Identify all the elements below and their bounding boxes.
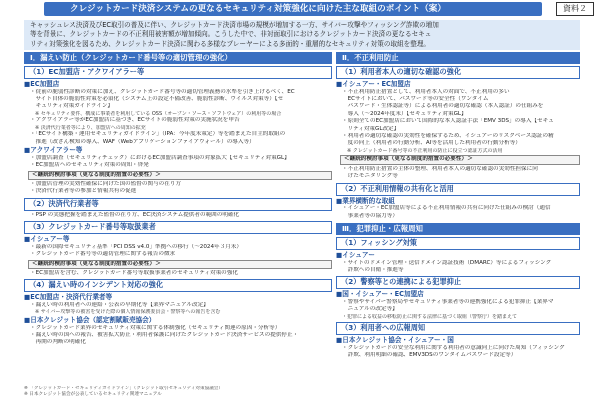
text-line: ・決済代行業者等の参加と情報共有の促進 bbox=[30, 188, 137, 195]
note-line: ※ 決済代行業者等により、加盟店への周知の拡充 bbox=[30, 124, 146, 131]
text-line: ・クレジットカード番号等の適切管理に関する報告の徴求 bbox=[30, 251, 176, 258]
text-line: 推進（改ざん検知の導入、WAF（Webアプリケーションファイアウォール）の導入等） bbox=[30, 138, 255, 145]
category-label: ■EC加盟店 bbox=[24, 80, 60, 88]
subsection-payment-agents-title: （2）決済代行業者等 bbox=[24, 198, 332, 211]
footnote: ※ 日本クレジット協会が公表しているセキュリティ関連マニュアル bbox=[24, 392, 162, 397]
continuing-review-label: ＜継続的検討事項（更なる制度的措置の必要性）＞ bbox=[32, 260, 161, 267]
subsection-ec-merchants-title: （1）EC加盟店・アクワイアラー等 bbox=[24, 66, 332, 79]
category-label: ■イシュアー bbox=[336, 251, 375, 260]
subsection-incident-response-title: （4）漏えい時のインシデント対応の強化 bbox=[24, 279, 332, 292]
intro-line: 等を背景に、クレジットカードの不正利用被害額が増加傾向。こうした中で、非対面取引におけるクレジットカード決済の更なるセキュ bbox=[30, 30, 432, 39]
continuing-review-box bbox=[340, 155, 580, 164]
document-title: クレジットカード決済システムの更なるセキュリティ対策強化に向けた主な取組のポイント（案） bbox=[70, 4, 446, 14]
text-line: ・最新の国際セキュリティ基準「PCI DSS v4.0」準拠への移行（～2024年３月末） bbox=[30, 243, 242, 250]
text-line: ・不正利用防止措置の主体の整理、利用者本人の適切な確認の実効性担保に向 bbox=[342, 165, 538, 172]
document-badge: 資料２ bbox=[556, 2, 594, 16]
category-label: ■日本クレジット協会（認定割賦販売協会） bbox=[24, 316, 156, 325]
text-line: ・「ECサイト構築・運用セキュリティガイドライン」（IPA：今年度末策定）等を踏まえた自主的取組の bbox=[30, 131, 286, 138]
text-line: ・従前の脆弱性診断の対策に加え、クレジットカード番号等の適切管理義務の水準を引き上げるべく、EC bbox=[30, 88, 295, 95]
text-line: 再開の判断の明確化 bbox=[30, 339, 86, 346]
text-line: ・PSP の実態把握を踏まえた監督の在り方、EC決済システム提供者の範囲の明確化 bbox=[30, 211, 240, 218]
text-line: ・不正利用防止措置として、利用者本人の対面で、不正利用の多い bbox=[342, 88, 510, 95]
text-line: パスワード・生体認証等）による利用者の適切な確認（本人認証）の仕組みを bbox=[342, 103, 544, 110]
text-line: ・漏えい時の利用者への連絡・公表の早期化等【業界マニュアル改定】 bbox=[30, 302, 209, 309]
note-line: ※ クレジットカード番号等の不正利用の防止に役立つ認証方式の活用 bbox=[342, 147, 503, 154]
subsection-police-cooperation-title: （2）警察等との連携による犯罪抑止 bbox=[336, 276, 580, 289]
text-line: キュリティ対策ガイドライン】 bbox=[30, 103, 114, 110]
text-line: ・加盟店調査（セキュリティチェック）におけるEC加盟店調査事項の対象拡大【セキュリティ対策GL】 bbox=[30, 154, 290, 161]
section-leak-prevention-title: Ⅰ．漏えい防止（クレジットカード番号等の適切管理の強化） bbox=[24, 52, 332, 64]
text-line: 導入（～2024年度末）【セキュリティ対策GL】 bbox=[342, 110, 467, 117]
text-line: ・クレジットカード業界のセキュリティ対策に関する体制強化（セキュリティ関連の原因・分析等） bbox=[30, 324, 281, 331]
footnotes bbox=[24, 386, 324, 398]
text-line: けたモニタリング等 bbox=[342, 173, 398, 180]
category-label: ■業界横断的な取組 bbox=[336, 196, 395, 205]
continuing-review-label: ＜継続的検討事項（更なる制度的措置の必要性）＞ bbox=[32, 171, 161, 178]
category-label: ■国・イシュアー・EC加盟店 bbox=[336, 290, 424, 299]
text-line: ・警察やサイバー警察局やセキュリティ事業者等の連携強化による犯罪抑止【業界マ bbox=[342, 299, 554, 306]
footnote: ※ 「クレジットカード・セキュリティガイドライン」（クレジット取引セキュリティ対策協議会） bbox=[24, 386, 223, 391]
text-line: ・イシュアー・EC加盟店等による不正利用情報の共有に向けた仕組みの検討（通信 bbox=[342, 205, 551, 212]
category-label: ■アクワイアラー等 bbox=[24, 146, 83, 155]
subsection-info-sharing-title: （2）不正利用情報の共有化と活用 bbox=[336, 183, 580, 196]
subsection-phishing-title: （1）フィッシング対策 bbox=[336, 237, 580, 250]
intro-summary bbox=[24, 20, 580, 50]
text-line: リティ対策GL改定】 bbox=[342, 125, 400, 132]
intro-line: キャッシュレス決済及びEC取引の普及に伴い、クレジットカード決済市場の規模が増加する一方、サイバー攻撃やフィッシング詐欺の増加 bbox=[30, 21, 439, 29]
text-line: ・サイトのドメイン管理・送信ドメイン認証技術（DMARC）等によるフィッシング bbox=[342, 259, 552, 266]
text-line: ・EC加盟店へのセキュリティ対策の周知・啓発 bbox=[30, 162, 149, 169]
subsection-public-awareness-title: （3）利用者への広報周知 bbox=[336, 322, 580, 335]
note-line: ・犯罪による収益の移転防止に関する法律に基づく取組（警察庁）を踏まえて bbox=[342, 313, 518, 320]
text-line: ・漏えい時の国への報告、被害拡大防止・利用者保護に向けたクレジットカード決済サービスの提供停止・ bbox=[30, 332, 299, 339]
category-label: ■イシュアー等 bbox=[24, 235, 70, 244]
note-line: ※ サイバー攻撃等の被害を受けた際の個人情報保護委員会・警察等への報告を含む bbox=[30, 309, 221, 316]
text-line: ・利用者の適切な確認の実効性を確保するため、イシュアーのリスクベース認証の精 bbox=[342, 133, 554, 140]
category-label: ■EC加盟店・決済代行業者等 bbox=[24, 293, 113, 302]
category-label: ■日本クレジット協会・イシュアー・国 bbox=[336, 336, 454, 345]
intro-line: リティ対策強化を図るため、クレジットカード決済に関わる多様なプレーヤーによる多面的・重層的なセキュリティ対策の取組を整理。 bbox=[30, 39, 431, 48]
continuing-review-box bbox=[28, 260, 332, 269]
text-line: ・原則全てのEC加盟店において国際的な本人認証手法「EMV 3DS」の導入【セキュ bbox=[342, 118, 554, 125]
continuing-review-box bbox=[28, 171, 332, 180]
text-line: 詐欺への自衛・推進等 bbox=[342, 267, 404, 274]
note-line: ※ セキュリティ要件、構成に事業者を利用している OSS（オープン・ソース・ソフトウェア）の利用等の場合 bbox=[30, 110, 282, 117]
section-crime-deterrence-title: Ⅲ．犯罪抑止・広報周知 bbox=[336, 223, 580, 235]
right-column bbox=[336, 52, 580, 396]
subsection-identity-check-title: （1）利用者本人の適切な確認の強化 bbox=[336, 66, 580, 79]
text-line: 度の向上（利用者の行動分析、AI等を活用した利用者の行動分析等） bbox=[342, 140, 521, 147]
left-column bbox=[24, 52, 332, 396]
text-line: サイト自体の脆弱性対策を必須化（システム上の設定不備改善、脆弱性診断、ウイルス対策等）【セ bbox=[30, 96, 284, 102]
text-line: ニュアルの改定等】 bbox=[342, 306, 398, 313]
text-line: ・EC加盟店を含む、クレジットカード番号等取扱事業者のセキュリティ対策の強化 bbox=[30, 270, 238, 277]
category-label: ■イシュアー・EC加盟店 bbox=[336, 80, 411, 88]
text-line: 詐欺、利用明細の確認、EMV3DSのワンタイムパスワード設定等） bbox=[342, 352, 517, 359]
text-line: 事業者等の協力等） bbox=[342, 212, 398, 219]
text-line: ・クレジットカードの安全な利用に関する利用者の意識向上に向けた周知（フィッシング bbox=[342, 345, 565, 352]
section-fraud-prevention-title: Ⅱ．不正利用防止 bbox=[336, 52, 580, 64]
header bbox=[0, 0, 600, 20]
continuing-review-label: ＜継続的検討事項（更なる制度的措置の必要性）＞ bbox=[344, 156, 473, 163]
subsection-card-handlers-title: （3）クレジットカード番号等取扱業者 bbox=[24, 221, 332, 234]
text-line: ・アクワイアラー等がEC加盟店に基づき、ECサイトの脆弱性対策の実施状況を申告 bbox=[30, 117, 240, 124]
text-line: ECサイトにおいて、パスワード等の安全性（ワンタイム bbox=[342, 96, 489, 102]
text-line: ・加盟店管理の実効性確保に向けた国の監督の関与の在り方 bbox=[30, 181, 182, 188]
